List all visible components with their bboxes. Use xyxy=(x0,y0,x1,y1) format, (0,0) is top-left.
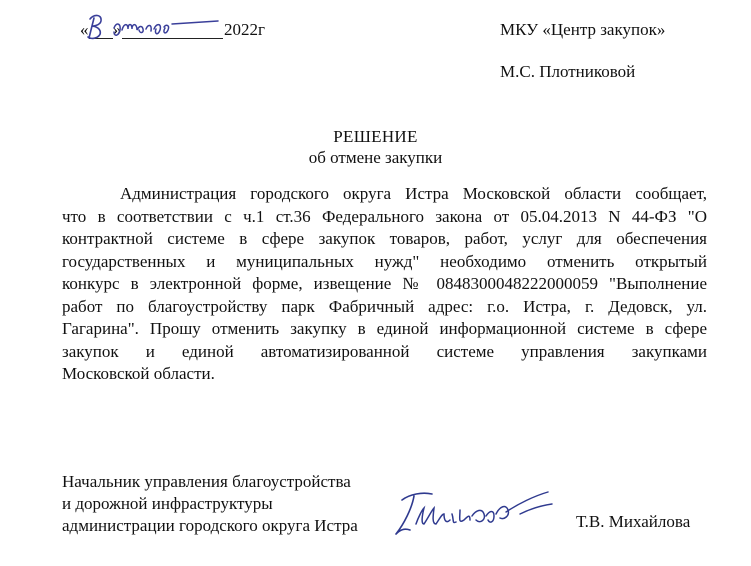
body-line: Администрация городского округа Истра Московской области сообщает, xyxy=(120,184,707,203)
signatory-position-line: администрации городского округа Истра xyxy=(62,516,358,535)
document-subtitle: об отмене закупки xyxy=(308,148,443,167)
body-line: контрактной системе в сфере закупок товаров, работ, услуг для обеспечения xyxy=(62,229,707,248)
body-paragraph xyxy=(62,183,707,386)
date-open-quote: « xyxy=(80,20,89,39)
body-line: что в соответствии с ч.1 ст.36 Федерального закона от 05.04.2013 N 44-ФЗ "О xyxy=(62,206,707,226)
addressee-organization: МКУ «Центр закупок» xyxy=(500,20,666,39)
signatory-position xyxy=(62,471,358,537)
addressee-person: М.С. Плотниковой xyxy=(500,62,636,81)
date-close-quote: » xyxy=(113,20,122,39)
handwritten-signature-icon xyxy=(388,484,558,544)
document-title: РЕШЕНИЕ xyxy=(333,127,418,146)
body-line: работ по благоустройству парк Фабричный адрес: г.о. Истра, г. Дедовск, ул. xyxy=(62,296,707,316)
signatory-name: Т.В. Михайлова xyxy=(576,512,691,531)
body-line: закупок и единой автоматизированной системе управления закупками xyxy=(62,341,707,361)
body-line: государственных и муниципальных нужд" необходимо отменить открытый xyxy=(62,251,707,271)
signatory-position-line: и дорожной инфраструктуры xyxy=(62,494,273,513)
date-year: 2022г xyxy=(224,20,265,39)
handwritten-date-icon xyxy=(68,8,228,44)
signatory-position-line: Начальник управления благоустройства xyxy=(62,472,351,491)
body-line: Гагарина". Прошу отменить закупку в единой информационной системе в сфере xyxy=(62,319,707,338)
body-line: Московской области. xyxy=(62,364,215,383)
body-line: конкурс в электронной форме, извещение № 0848300048222000059 "Выполнение xyxy=(62,274,707,293)
